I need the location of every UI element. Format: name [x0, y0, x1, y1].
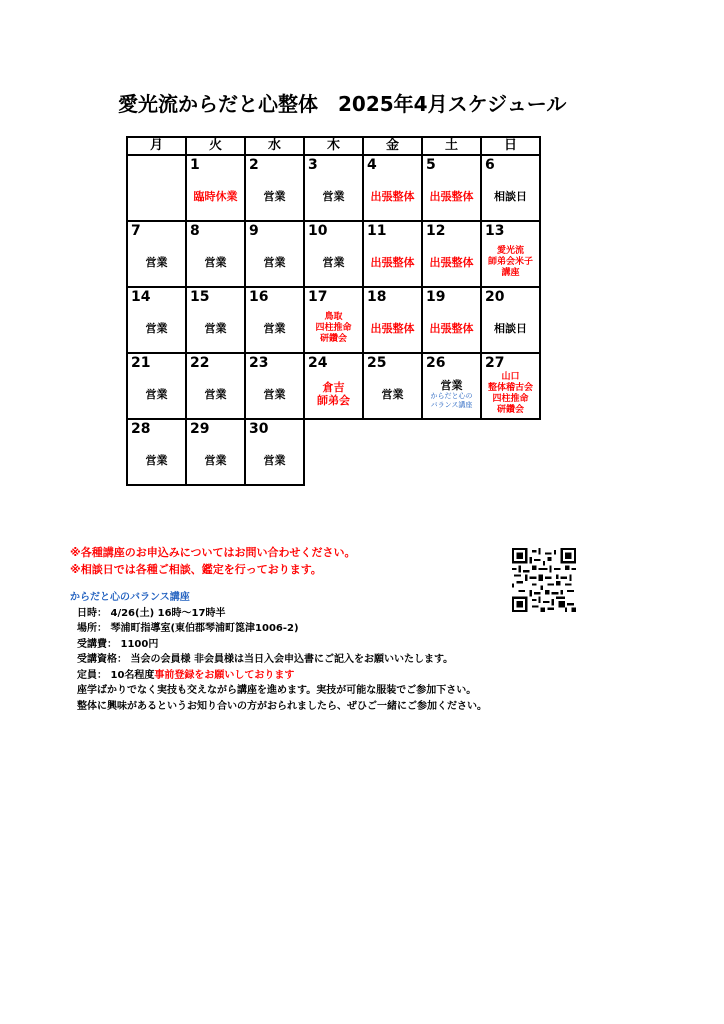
calendar-day-cell — [186, 221, 245, 287]
day-number: 21 — [131, 355, 151, 371]
calendar-day-cell — [422, 221, 481, 287]
course-capacity — [70, 668, 487, 684]
course-desc: 座学ばかりでなく実技も交えながら講座を進めます。実技が可能な服装でご参加下さい。 — [77, 685, 477, 696]
day-number: 23 — [249, 355, 269, 371]
day-number: 3 — [308, 157, 318, 173]
day-event: からだと心の — [430, 391, 473, 400]
day-number: 27 — [485, 355, 505, 371]
day-number: 4 — [367, 157, 377, 173]
day-event: 営業 — [204, 454, 227, 467]
day-event: 出張整体 — [370, 190, 415, 203]
weekday-header-cell: 日 — [481, 137, 540, 155]
day-number: 29 — [190, 421, 210, 437]
weekday-header-cell: 土 — [422, 137, 481, 155]
day-number: 14 — [131, 289, 151, 305]
day-number: 26 — [426, 355, 446, 371]
calendar-day-cell — [127, 155, 186, 221]
notice-line: ※相談日では各種ご相談、鑑定を行っております。 — [70, 563, 322, 576]
day-event: 営業 — [263, 322, 286, 335]
calendar-day-cell — [422, 287, 481, 353]
calendar-day-cell — [245, 419, 304, 485]
calendar-day-cell — [481, 221, 540, 287]
calendar-blank — [481, 419, 540, 485]
course-fee: 受講費： 1100円 — [77, 638, 159, 650]
day-event: 講座 — [501, 267, 520, 278]
capacity-text: 定員： 10名程度 — [77, 669, 155, 681]
day-event: 研鑽会 — [319, 333, 347, 344]
calendar-day-cell — [363, 353, 422, 419]
day-event: 臨時休業 — [193, 190, 238, 203]
calendar-day-cell — [363, 287, 422, 353]
calendar-day-cell — [422, 353, 481, 419]
day-event: 出張整体 — [370, 322, 415, 335]
weekday-header-cell: 水 — [245, 137, 304, 155]
day-event: 出張整体 — [429, 190, 474, 203]
calendar-day-cell — [304, 287, 363, 353]
calendar-day-cell — [304, 353, 363, 419]
capacity-note: 事前登録をお願いしております — [154, 669, 295, 681]
day-number: 17 — [308, 289, 328, 305]
day-event: 営業 — [204, 322, 227, 335]
day-number: 7 — [131, 223, 141, 239]
weekday-header — [127, 137, 540, 155]
weekday-header-cell: 木 — [304, 137, 363, 155]
weekday-header-cell: 火 — [186, 137, 245, 155]
calendar-day-cell — [127, 353, 186, 419]
day-event: 営業 — [204, 388, 227, 401]
calendar-day-cell — [127, 221, 186, 287]
day-event: 営業 — [440, 378, 463, 392]
day-event: 営業 — [145, 388, 168, 401]
day-event: 整体稽古会 — [487, 383, 533, 393]
calendar-day-cell — [245, 155, 304, 221]
day-event: 鳥取 — [324, 311, 343, 322]
calendar-day-cell — [186, 155, 245, 221]
course-heading: からだと心のバランス講座 — [70, 592, 190, 603]
day-event: 出張整体 — [370, 256, 415, 269]
day-event: 師弟会 — [317, 394, 350, 407]
day-event: 営業 — [204, 256, 227, 269]
calendar-day-cell — [481, 353, 540, 419]
calendar-blank — [363, 419, 422, 485]
calendar-day-cell — [186, 419, 245, 485]
day-number: 19 — [426, 289, 446, 305]
day-event: 山口 — [501, 372, 520, 382]
day-event: 研鑽会 — [496, 405, 524, 415]
calendar-day-cell — [422, 155, 481, 221]
course-date: 日時： 4/26(土) 16時～17時半 — [77, 607, 226, 619]
day-number: 9 — [249, 223, 259, 239]
day-event: 出張整体 — [429, 256, 474, 269]
day-number: 28 — [131, 421, 151, 437]
notice-line: ※各種講座のお申込みについてはお問い合わせください。 — [70, 546, 356, 559]
day-number: 8 — [190, 223, 200, 239]
day-number: 18 — [367, 289, 387, 305]
day-number: 20 — [485, 289, 505, 305]
calendar — [126, 136, 541, 486]
calendar-day-cell — [481, 287, 540, 353]
calendar-day-cell — [481, 155, 540, 221]
calendar-day-cell — [304, 221, 363, 287]
day-number: 22 — [190, 355, 210, 371]
day-event: 師弟会米子 — [487, 256, 533, 267]
calendar-week — [127, 353, 540, 419]
calendar-day-cell — [245, 353, 304, 419]
day-event: 相談日 — [494, 190, 527, 203]
day-event: 営業 — [322, 190, 345, 203]
calendar-week — [127, 287, 540, 353]
calendar-day-cell — [186, 287, 245, 353]
calendar-day-cell — [127, 419, 186, 485]
course-eligibility: 受講資格： 当会の会員様 非会員様は当日入会申込書にご記入をお願いいたします。 — [77, 654, 454, 665]
calendar-week — [127, 155, 540, 221]
calendar-week — [127, 419, 540, 485]
page-title: 愛光流からだと心整体 2025年4月スケジュール — [118, 92, 567, 116]
course-place: 場所： 琴浦町指導室(東伯郡琴浦町箆津1006-2) — [77, 623, 299, 634]
day-number: 25 — [367, 355, 387, 371]
day-number: 12 — [426, 223, 446, 239]
course-desc: 整体に興味があるというお知り合いの方がおられましたら、ぜひご一緒にご参加ください。 — [77, 700, 487, 712]
day-event: 相談日 — [494, 322, 527, 335]
calendar-day-cell — [127, 287, 186, 353]
day-number: 6 — [485, 157, 495, 173]
weekday-header-cell: 金 — [363, 137, 422, 155]
day-event: 四柱推命 — [315, 322, 352, 333]
day-event: 営業 — [145, 322, 168, 335]
day-number: 11 — [367, 223, 387, 239]
day-event: 営業 — [322, 256, 345, 269]
day-number: 16 — [249, 289, 269, 305]
day-number: 2 — [249, 157, 259, 173]
day-event: 営業 — [263, 454, 286, 467]
day-number: 10 — [308, 223, 328, 239]
day-number: 1 — [190, 157, 200, 173]
course-info — [70, 590, 487, 714]
calendar-blank — [422, 419, 481, 485]
day-number: 15 — [190, 289, 210, 305]
calendar-day-cell — [245, 221, 304, 287]
day-number: 24 — [308, 355, 328, 371]
weekday-header-cell: 月 — [127, 137, 186, 155]
calendar-day-cell — [363, 221, 422, 287]
day-number: 5 — [426, 157, 436, 173]
calendar-day-cell — [363, 155, 422, 221]
day-event: 出張整体 — [429, 322, 474, 335]
qr-code-icon — [508, 548, 580, 612]
calendar-day-cell — [245, 287, 304, 353]
day-event: 営業 — [145, 454, 168, 467]
day-event: 四柱推命 — [492, 394, 529, 404]
calendar-week — [127, 221, 540, 287]
calendar-day-cell — [304, 155, 363, 221]
day-number: 13 — [485, 223, 505, 239]
day-number: 30 — [249, 421, 269, 437]
calendar-day-cell — [186, 353, 245, 419]
day-event: バランス講座 — [430, 400, 473, 409]
day-event: 営業 — [381, 388, 404, 401]
day-event: 倉吉 — [322, 381, 345, 394]
day-event: 営業 — [145, 256, 168, 269]
day-event: 営業 — [263, 388, 286, 401]
day-event: 営業 — [263, 190, 286, 203]
day-event: 営業 — [263, 256, 286, 269]
calendar-blank — [304, 419, 363, 485]
day-event: 愛光流 — [496, 245, 524, 256]
